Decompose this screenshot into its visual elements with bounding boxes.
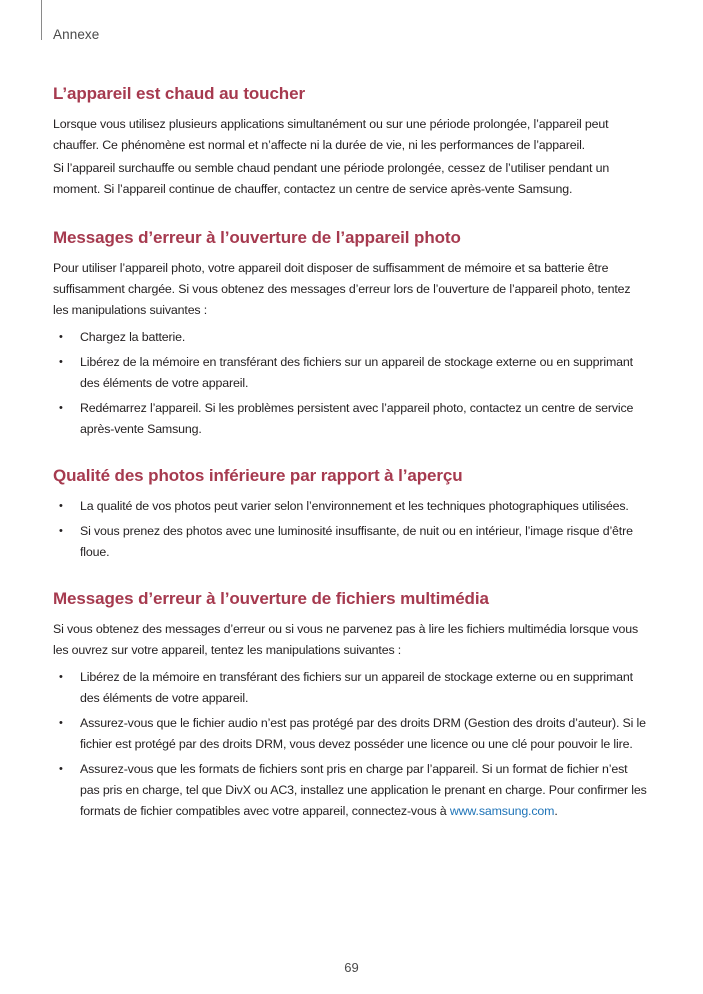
section-title: Messages d’erreur à l’ouverture de fichiers multimédia [53,589,489,608]
list-item [53,398,649,440]
bullet-icon: • [59,717,63,729]
bullet-icon: • [59,500,63,512]
header-divider [41,0,42,40]
paragraph: Lorsque vous utilisez plusieurs applications simultanément ou sur une période prolongée, l’appareil peut chauffer. Ce phénomène est normal et n’affecte ni la durée de vie, ni les performances de l’appareil. [53,117,609,152]
list-item-text: Redémarrez l’appareil. Si les problèmes persistent avec l’appareil photo, contactez un centre de service après-vente Samsung. [80,401,634,436]
section-label: Annexe [53,27,100,42]
list-item-text: Assurez-vous que le fichier audio n’est pas protégé par des droits DRM (Gestion des droits d’auteur). Si le fichier est protégé par des droits DRM, vous devez posséder une licence ou une clé pour pouvoir le lire. [80,716,646,751]
page-content [53,82,649,826]
list-item-text: Chargez la batterie. [80,330,186,344]
bullet-icon: • [59,525,63,537]
list-item-end: . [554,804,558,818]
list-item [53,759,649,822]
section-device-hot [53,82,649,200]
list-item [53,713,649,755]
section-title: Messages d’erreur à l’ouverture de l’appareil photo [53,228,461,247]
list-item [53,496,649,517]
samsung-website-link[interactable]: www.samsung.com [449,804,555,818]
section-photo-quality [53,464,649,563]
list-item-text: Libérez de la mémoire en transférant des fichiers sur un appareil de stockage externe ou en supprimant des éléments de votre appareil. [80,670,633,705]
bullet-icon: • [59,331,63,343]
bullet-list [53,327,649,440]
list-item [53,667,649,709]
list-item-text: La qualité de vos photos peut varier selon l’environnement et les techniques photographiques utilisées. [80,499,629,513]
list-item-text: Assurez-vous que les formats de fichiers sont pris en charge par l’appareil. Si un format de fichier n’est pas pris en charge, tel que DivX ou AC3, installez une application le prenant en charge. Pour confirmer les formats de fichier compatibles avec votre appareil, connectez-vous à [80,762,647,818]
list-item-text: Libérez de la mémoire en transférant des fichiers sur un appareil de stockage externe ou en supprimant des éléments de votre appareil. [80,355,633,390]
bullet-list [53,496,649,563]
section-title: Qualité des photos inférieure par rapport à l’aperçu [53,466,463,485]
bullet-icon: • [59,763,63,775]
list-item-text: Si vous prenez des photos avec une luminosité insuffisante, de nuit ou en intérieur, l’image risque d’être floue. [80,524,633,559]
bullet-list [53,667,649,822]
paragraph: Si l’appareil surchauffe ou semble chaud pendant une période prolongée, cessez de l’utiliser pendant un moment. Si l’appareil continue de chauffer, contactez un centre de service après-vente Samsung. [53,161,610,196]
section-multimedia-errors [53,587,649,822]
list-item [53,327,649,348]
bullet-icon: • [59,671,63,683]
paragraph: Pour utiliser l’appareil photo, votre appareil doit disposer de suffisamment de mémoire et sa batterie être suffisamment chargée. Si vous obtenez des messages d’erreur lors de l’ouverture de l’appareil photo, tentez les manipulations suivantes : [53,261,631,317]
bullet-icon: • [59,402,63,414]
page-number: 69 [344,960,359,975]
paragraph: Si vous obtenez des messages d’erreur ou si vous ne parvenez pas à lire les fichiers multimédia lorsque vous les ouvrez sur votre appareil, tentez les manipulations suivantes : [53,622,639,657]
bullet-icon: • [59,356,63,368]
list-item [53,521,649,563]
section-title: L’appareil est chaud au toucher [53,84,305,103]
list-item [53,352,649,394]
section-camera-errors [53,226,649,440]
